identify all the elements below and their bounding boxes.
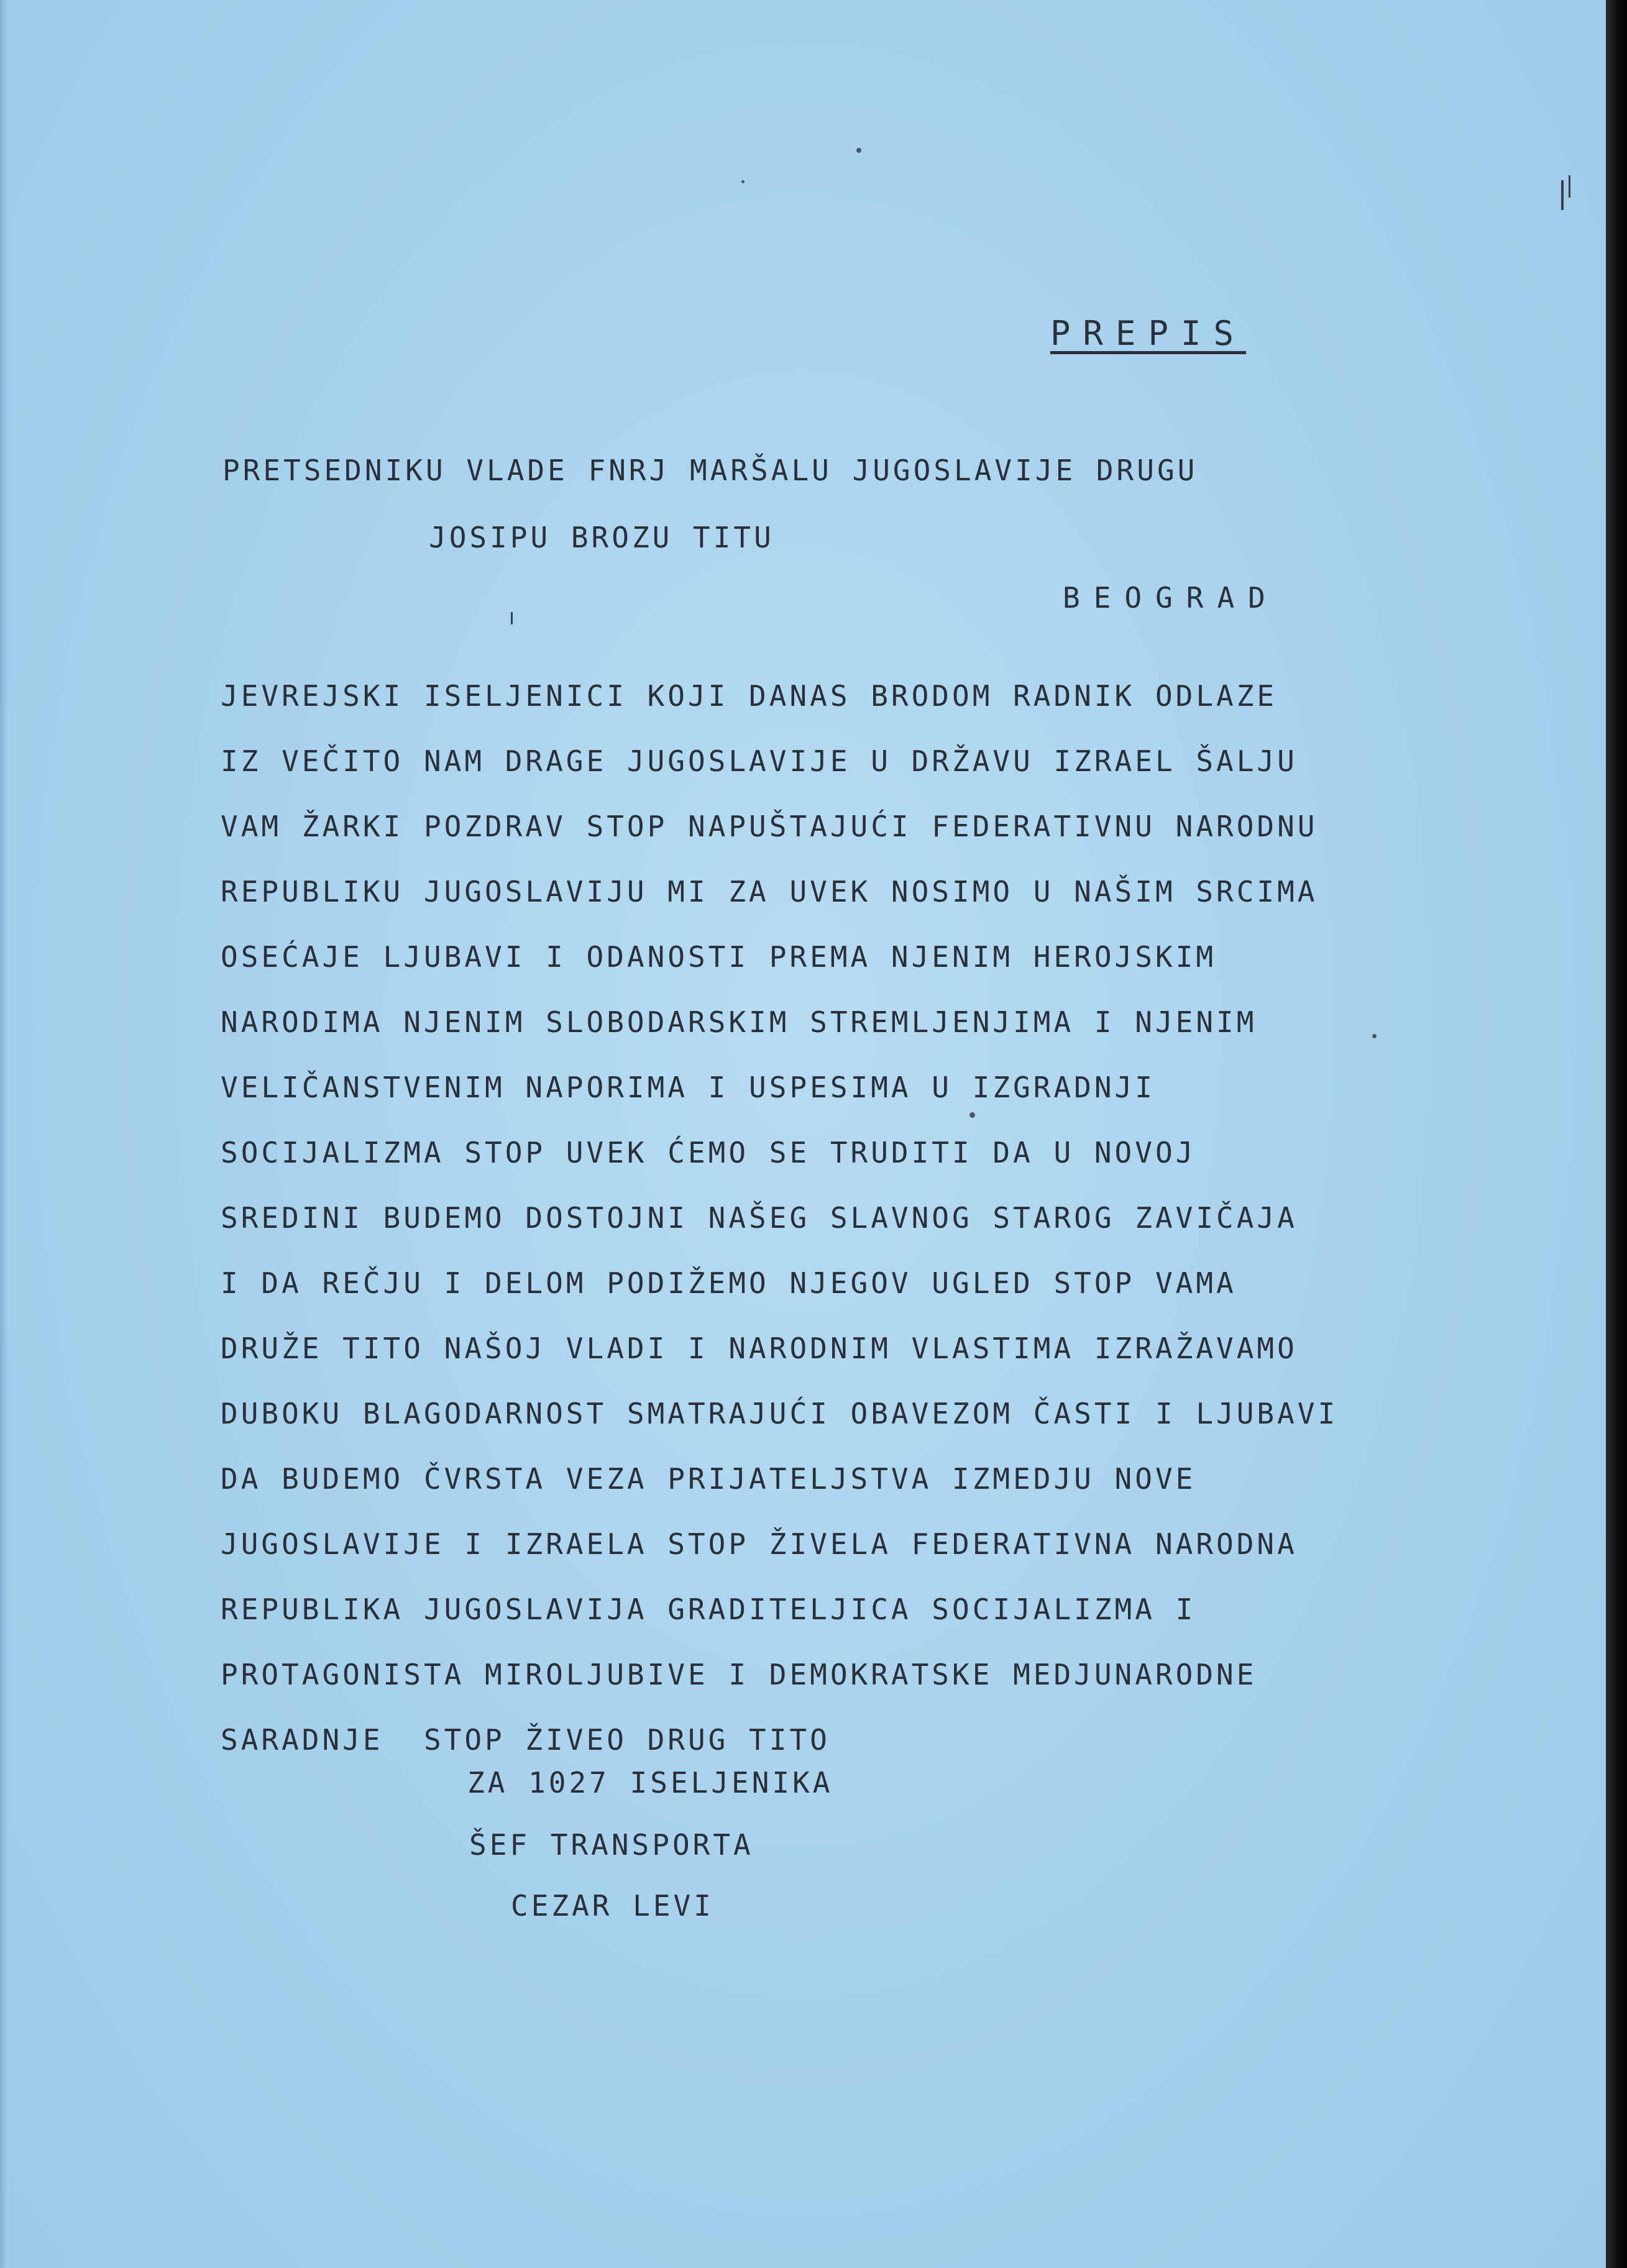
body-line: REPUBLIKA JUGOSLAVIJA GRADITELJICA SOCIJALIZMA I: [221, 1593, 1196, 1626]
document-heading: PREPIS: [1050, 314, 1247, 353]
body-line: DRUŽE TITO NAŠOJ VLADI I NARODNIM VLASTIMA IZRAŽAVAMO: [221, 1332, 1298, 1365]
body-line: DUBOKU BLAGODARNOST SMATRAJUĆI OBAVEZOM ČASTI I LJUBAVI: [221, 1397, 1339, 1430]
body-line: IZ VEČITO NAM DRAGE JUGOSLAVIJE U DRŽAVU IZRAEL ŠALJU: [221, 744, 1298, 778]
addressee-line-1: PRETSEDNIKU VLADE FNRJ MARŠALU JUGOSLAVIJE DRUGU: [222, 454, 1198, 487]
addressee-line-2: JOSIPU BROZU TITU: [429, 521, 774, 554]
body-line: JEVREJSKI ISELJENICI KOJI DANAS BRODOM RADNIK ODLAZE: [221, 679, 1278, 713]
body-line: SREDINI BUDEMO DOSTOJNI NAŠEG SLAVNOG STAROG ZAVIČAJA: [221, 1201, 1298, 1235]
scan-border-right: [1606, 0, 1627, 2268]
paper-left-edge: [0, 0, 9, 2268]
body-line: DA BUDEMO ČVRSTA VEZA PRIJATELJSTVA IZMEDJU NOVE: [221, 1462, 1196, 1496]
telegram-body: [221, 677, 1338, 1786]
body-line: VAM ŽARKI POZDRAV STOP NAPUŠTAJUĆI FEDERATIVNU NARODNU: [221, 810, 1318, 843]
body-line: NARODIMA NJENIM SLOBODARSKIM STREMLJENJIMA I NJENIM: [221, 1005, 1257, 1039]
signature-line-1: ZA 1027 ISELJENIKA: [467, 1766, 833, 1799]
paper-mark: [1569, 175, 1570, 198]
paper-mark: [511, 612, 513, 624]
body-line: REPUBLIKU JUGOSLAVIJU MI ZA UVEK NOSIMO U NAŠIM SRCIMA: [221, 875, 1318, 908]
paper-speck: [969, 1112, 975, 1118]
city-line: BEOGRAD: [1063, 581, 1279, 615]
body-line: OSEĆAJE LJUBAVI I ODANOSTI PREMA NJENIM HEROJSKIM: [221, 940, 1217, 974]
paper-speck: [1372, 1034, 1377, 1038]
body-line: SOCIJALIZMA STOP UVEK ĆEMO SE TRUDITI DA U NOVOJ: [221, 1136, 1196, 1169]
body-line: VELIČANSTVENIM NAPORIMA I USPESIMA U IZGRADNJI: [221, 1071, 1155, 1104]
paper-speck: [856, 148, 861, 153]
body-line: JUGOSLAVIJE I IZRAELA STOP ŽIVELA FEDERATIVNA NARODNA: [221, 1527, 1298, 1561]
body-line: I DA REČJU I DELOM PODIŽEMO NJEGOV UGLED STOP VAMA: [221, 1266, 1237, 1300]
paper-speck: [741, 180, 745, 183]
body-line: PROTAGONISTA MIROLJUBIVE I DEMOKRATSKE MEDJUNARODNE: [221, 1658, 1257, 1691]
signature-name: CEZAR LEVI: [511, 1889, 714, 1923]
paper-mark: [1561, 180, 1564, 210]
signature-line-2: ŠEF TRANSPORTA: [469, 1828, 754, 1862]
body-line: SARADNJE STOP ŽIVEO DRUG TITO: [221, 1723, 830, 1757]
